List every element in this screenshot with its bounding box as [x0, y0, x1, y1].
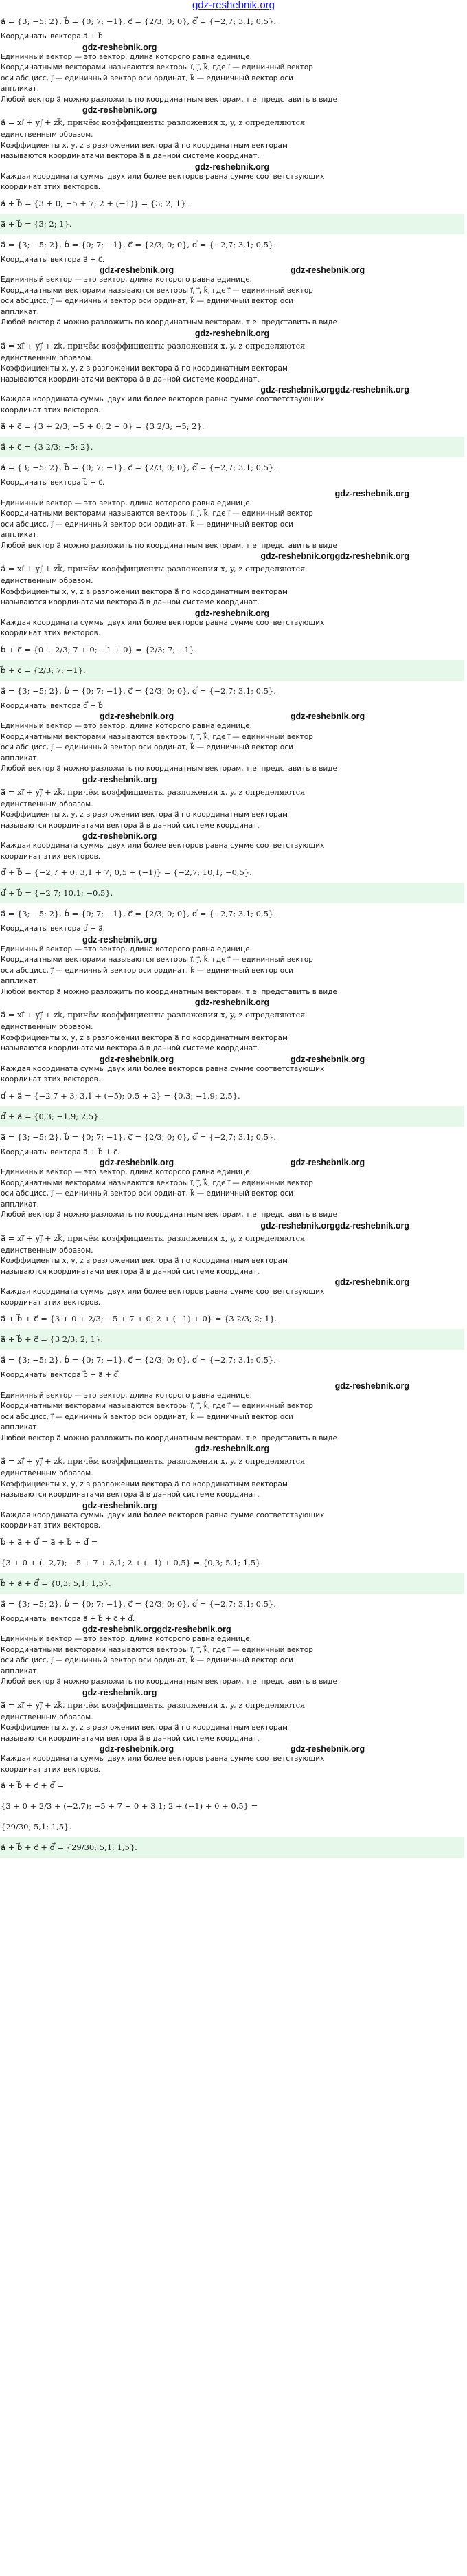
theory-decomp-1: Любой вектор a⃗ можно разложить по координатным векторам, т.е. представить в виде [1, 541, 337, 550]
calculation-line: b⃗ + a⃗ + d⃗ = a⃗ + b⃗ + d⃗ = [1, 1537, 98, 1547]
calculation-line: {29/30; 5,1; 1,5}. [1, 1822, 72, 1831]
theory-coord-vectors-2: оси абсцисс, j⃗ — единичный вектор оси ординат, k⃗ — единичный вектор оси [1, 1412, 293, 1421]
watermark-text: gdz-reshebnik.org [334, 385, 409, 395]
theory-decomp-2: a⃗ = xi⃗ + yj⃗ + zk⃗, причём коэффициенты разложения x, y, z определяются [1, 786, 306, 797]
watermark-text: gdz-reshebnik.org [260, 385, 335, 395]
theory-coeffs-1: Коэффициенты x, y, z в разложении вектора a⃗ по координатным векторам [1, 1479, 288, 1488]
watermark-text: gdz-reshebnik.org [82, 774, 157, 784]
watermark-text: gdz-reshebnik.org [99, 265, 174, 275]
answer-highlight: d⃗ + a⃗ = {0,3; −1,9; 2,5}. [0, 1106, 464, 1127]
theory-coeffs-1: Коэффициенты x, y, z в разложении вектора a⃗ по координатным векторам [1, 811, 288, 819]
watermark-text: gdz-reshebnik.org [194, 162, 270, 172]
watermark-text: gdz-reshebnik.org [290, 712, 365, 721]
theory-unit-vector: Единичный вектор — это вектор, длина которого равна единице. [1, 52, 253, 61]
answer-highlight: a⃗ + b⃗ = {3; 2; 1}. [0, 214, 464, 234]
theory-sum-rule-1: Каждая координата суммы двух или более векторов равна сумме соответствующих [1, 1064, 325, 1073]
theory-sum-rule-1: Каждая координата суммы двух или более векторов равна сумме соответствующих [1, 618, 325, 627]
solution-block [0, 1350, 464, 1594]
theory-coeffs-2: называются координатами вектора a⃗ в данной системе координат. [1, 1044, 260, 1053]
watermark-text: gdz-reshebnik.org [290, 1158, 365, 1167]
calculation-line: {3 + 0 + (−2,7); −5 + 7 + 3,1; 2 + (−1) + 0,5} = {0,3; 5,1; 1,5}. [1, 1557, 264, 1567]
watermark-text: gdz-reshebnik.org [82, 42, 157, 52]
watermark-text: gdz-reshebnik.org [82, 934, 157, 945]
theory-unit-vector: Единичный вектор — это вектор, длина которого равна единице. [1, 1635, 253, 1643]
theory-sum-rule-2: координат этих векторов. [1, 1521, 101, 1530]
theory-coord-vectors-3: аппликат. [1, 1666, 39, 1675]
theory-decomp-2: a⃗ = xi⃗ + yj⃗ + zk⃗, причём коэффициенты разложения x, y, z определяются [1, 340, 306, 351]
theory-sum-rule-2: координат этих векторов. [1, 852, 101, 861]
theory-decomp-2: a⃗ = xi⃗ + yj⃗ + zk⃗, причём коэффициенты разложения x, y, z определяются [1, 1010, 306, 1020]
theory-unit-vector: Единичный вектор — это вектор, длина которого равна единице. [1, 1168, 253, 1176]
answer-highlight: d⃗ + b⃗ = {−2,7; 10,1; −0,5}. [0, 883, 464, 903]
watermark-row [0, 1688, 464, 1697]
theory-decomp-3: единственным образом. [1, 577, 93, 585]
theory-coord-vectors-1: Координатными векторами называются векторы i⃗, j⃗, k⃗, где i⃗ — единичный вектор [1, 1178, 313, 1187]
given-vectors: a⃗ = {3; −5; 2}, b⃗ = {0; 7; −1}, c⃗ = {2/3; 0; 0}, d⃗ = {−2,7; 3,1; 0,5}. [1, 1355, 276, 1365]
watermark-row [0, 712, 464, 721]
theory-coeffs-1: Коэффициенты x, y, z в разложении вектора a⃗ по координатным векторам [1, 1724, 288, 1732]
theory-coord-vectors-3: аппликат. [1, 1423, 39, 1431]
theory-coord-vectors-1: Координатными векторами называются векторы i⃗, j⃗, k⃗, где i⃗ — единичный вектор [1, 509, 313, 518]
watermark-row [0, 1381, 464, 1391]
watermark-row [0, 998, 464, 1007]
theory-sum-rule-1: Каждая координата суммы двух или более векторов равна сумме соответствующих [1, 1288, 325, 1296]
theory-coeffs-1: Коэффициенты x, y, z в разложении вектора a⃗ по координатным векторам [1, 364, 288, 373]
theory-unit-vector: Единичный вектор — это вектор, длина которого равна единице. [1, 1391, 253, 1400]
watermark-row [0, 831, 464, 841]
watermark-text: gdz-reshebnik.org [334, 1220, 409, 1231]
theory-decomp-1: Любой вектор a⃗ можно разложить по координатным векторам, т.е. представить в виде [1, 1211, 337, 1219]
theory-decomp-3: единственным образом. [1, 1713, 93, 1721]
watermark-row [0, 1221, 464, 1231]
given-vectors: a⃗ = {3; −5; 2}, b⃗ = {0; 7; −1}, c⃗ = {2/3; 0; 0}, d⃗ = {−2,7; 3,1; 0,5}. [1, 909, 276, 918]
watermark-row [0, 1744, 464, 1754]
theory-coord-vectors-2: оси абсцисс, j⃗ — единичный вектор оси ординат, k⃗ — единичный вектор оси [1, 743, 293, 751]
theory-decomp-3: единственным образом. [1, 1023, 93, 1031]
solution-block [0, 903, 464, 1127]
theory-decomp-1: Любой вектор a⃗ можно разложить по координатным векторам, т.е. представить в виде [1, 318, 337, 327]
watermark-text: gdz-reshebnik.org [82, 1625, 157, 1634]
answer-highlight: a⃗ + b⃗ + c⃗ = {3 2/3; 2; 1}. [0, 1329, 464, 1350]
theory-unit-vector: Единичный вектор — это вектор, длина которого равна единице. [1, 722, 253, 730]
watermark-text: gdz-reshebnik.org [194, 1444, 270, 1453]
theory-coeffs-1: Коэффициенты x, y, z в разложении вектора a⃗ по координатным векторам [1, 141, 288, 150]
theory-coord-vectors-2: оси абсцисс, j⃗ — единичный вектор оси ординат, k⃗ — единичный вектор оси [1, 297, 293, 305]
theory-coord-vectors-3: аппликат. [1, 753, 39, 762]
theory-coord-vectors-1: Координатными векторами называются векторы i⃗, j⃗, k⃗, где i⃗ — единичный вектор [1, 1645, 313, 1654]
watermark-row [0, 935, 464, 945]
answer-highlight: a⃗ + c⃗ = {3 2/3; −5; 2}. [0, 437, 464, 457]
theory-sum-rule-2: координат этих векторов. [1, 1765, 101, 1774]
watermark-text: gdz-reshebnik.org [99, 712, 174, 721]
given-vectors: a⃗ = {3; −5; 2}, b⃗ = {0; 7; −1}, c⃗ = {2/3; 0; 0}, d⃗ = {−2,7; 3,1; 0,5}. [1, 239, 276, 250]
theory-decomp-3: единственным образом. [1, 131, 93, 139]
theory-sum-rule-2: координат этих векторов. [1, 629, 101, 637]
theory-coord-vectors-3: аппликат. [1, 531, 39, 539]
watermark-text: gdz-reshebnik.org [82, 831, 157, 841]
theory-coord-vectors-3: аппликат. [1, 307, 39, 316]
watermark-text: gdz-reshebnik.org [99, 1054, 174, 1064]
watermark-row [0, 1501, 464, 1510]
calculation-line: a⃗ + b⃗ + c⃗ = {3 + 0 + 2/3; −5 + 7 + 0; 2 + (−1) + 0} = {3 2/3; 2; 1}. [1, 1314, 277, 1323]
answer-highlight: a⃗ + b⃗ + c⃗ + d⃗ = {29/30; 5,1; 1,5}. [0, 1837, 464, 1858]
theory-coord-vectors-1: Координатными векторами называются векторы i⃗, j⃗, k⃗, где i⃗ — единичный вектор [1, 956, 313, 964]
watermark-row [0, 385, 464, 395]
theory-coeffs-2: называются координатами вектора a⃗ в данной системе координат. [1, 1734, 260, 1743]
watermark-text: gdz-reshebnik.org [290, 1054, 365, 1064]
watermark-text: gdz-reshebnik.org [334, 551, 409, 561]
watermark-text: gdz-reshebnik.org [194, 998, 270, 1007]
theory-coord-vectors-2: оси абсцисс, j⃗ — единичный вектор оси ординат, k⃗ — единичный вектор оси [1, 966, 293, 975]
watermark-row [0, 43, 464, 52]
theory-coord-vectors-2: оси абсцисс, j⃗ — единичный вектор оси ординат, k⃗ — единичный вектор оси [1, 74, 293, 82]
section-title: Координаты вектора a⃗ + b⃗ + c⃗ + d⃗. [1, 1614, 135, 1623]
watermark-text: gdz-reshebnik.org [82, 105, 157, 115]
watermark-row [0, 608, 464, 618]
watermark-text: gdz-reshebnik.org [194, 328, 270, 338]
watermark-row [0, 1625, 464, 1634]
theory-sum-rule-1: Каждая координата суммы двух или более векторов равна сумме соответствующих [1, 1754, 325, 1763]
theory-decomp-2: a⃗ = xi⃗ + yj⃗ + zk⃗, причём коэффициенты разложения x, y, z определяются [1, 118, 306, 127]
given-vectors: a⃗ = {3; −5; 2}, b⃗ = {0; 7; −1}, c⃗ = {2/3; 0; 0}, d⃗ = {−2,7; 3,1; 0,5}. [1, 1598, 276, 1609]
watermark-row [0, 162, 464, 172]
watermark-text: gdz-reshebnik.org [290, 265, 365, 275]
solution-block [0, 1594, 464, 1858]
watermark-text: gdz-reshebnik.org [334, 1380, 409, 1391]
theory-sum-rule-2: координат этих векторов. [1, 1075, 101, 1083]
calculation-line: b⃗ + c⃗ = {0 + 2/3; 7 + 0; −1 + 0} = {2/3; 7; −1}. [1, 644, 197, 654]
watermark-text: gdz-reshebnik.org [99, 1744, 174, 1754]
solution-block [0, 1127, 464, 1350]
theory-coeffs-1: Коэффициенты x, y, z в разложении вектора a⃗ по координатным векторам [1, 1033, 288, 1042]
theory-sum-rule-1: Каждая координата суммы двух или более векторов равна сумме соответствующих [1, 395, 325, 404]
given-vectors: a⃗ = {3; −5; 2}, b⃗ = {0; 7; −1}, c⃗ = {2/3; 0; 0}, d⃗ = {−2,7; 3,1; 0,5}. [1, 16, 276, 26]
given-vectors: a⃗ = {3; −5; 2}, b⃗ = {0; 7; −1}, c⃗ = {2/3; 0; 0}, d⃗ = {−2,7; 3,1; 0,5}. [1, 1132, 276, 1142]
theory-sum-rule-1: Каждая координата суммы двух или более векторов равна сумме соответствующих [1, 1510, 325, 1519]
watermark-text: gdz-reshebnik.org [334, 1277, 409, 1287]
theory-sum-rule-2: координат этих векторов. [1, 1298, 101, 1307]
watermark-row [0, 105, 464, 115]
section-title: Координаты вектора a⃗ + b⃗ + c⃗. [1, 1147, 120, 1156]
theory-coeffs-1: Коэффициенты x, y, z в разложении вектора a⃗ по координатным векторам [1, 1257, 288, 1265]
section-title: Координаты вектора a⃗ + c⃗. [1, 255, 105, 264]
theory-coord-vectors-2: оси абсцисс, j⃗ — единичный вектор оси ординат, k⃗ — единичный вектор оси [1, 520, 293, 529]
watermark-row [0, 1055, 464, 1064]
theory-decomp-1: Любой вектор a⃗ можно разложить по координатным векторам, т.е. представить в виде [1, 1677, 337, 1686]
theory-coord-vectors-3: аппликат. [1, 977, 39, 985]
theory-sum-rule-1: Каждая координата суммы двух или более векторов равна сумме соответствующих [1, 172, 325, 181]
solution-block [0, 234, 464, 458]
theory-decomp-2: a⃗ = xi⃗ + yj⃗ + zk⃗, причём коэффициенты разложения x, y, z определяются [1, 1699, 306, 1710]
watermark-row [0, 1158, 464, 1167]
section-title: Координаты вектора d⃗ + b⃗. [1, 701, 106, 710]
watermark-row [0, 1277, 464, 1287]
theory-coord-vectors-3: аппликат. [1, 1200, 39, 1209]
theory-coeffs-1: Коэффициенты x, y, z в разложении вектора a⃗ по координатным векторам [1, 587, 288, 596]
watermark-text: gdz-reshebnik.org [194, 608, 270, 618]
theory-coeffs-2: называются координатами вектора a⃗ в данной системе координат. [1, 821, 260, 830]
theory-coord-vectors-1: Координатными векторами называются векторы i⃗, j⃗, k⃗, где i⃗ — единичный вектор [1, 1402, 313, 1410]
theory-coeffs-2: называются координатами вектора a⃗ в данной системе координат. [1, 1490, 260, 1499]
theory-coeffs-2: называются координатами вектора a⃗ в данной системе координат. [1, 375, 260, 384]
watermark-row [0, 265, 464, 275]
answer-highlight: b⃗ + c⃗ = {2/3; 7; −1}. [0, 660, 464, 681]
theory-coeffs-2: называются координатами вектора a⃗ в данной системе координат. [1, 152, 260, 160]
section-title: Координаты вектора b⃗ + c⃗. [1, 478, 105, 487]
theory-coeffs-2: называются координатами вектора a⃗ в данной системе координат. [1, 598, 260, 606]
theory-sum-rule-2: координат этих векторов. [1, 183, 101, 191]
watermark-text: gdz-reshebnik.org [99, 1158, 174, 1167]
theory-decomp-1: Любой вектор a⃗ можно разложить по координатным векторам, т.е. представить в виде [1, 764, 337, 773]
watermark-text: gdz-reshebnik.org [260, 1220, 335, 1231]
solution-block [0, 11, 464, 234]
theory-decomp-2: a⃗ = xi⃗ + yj⃗ + zk⃗, причём коэффициенты разложения x, y, z определяются [1, 1233, 306, 1243]
solution-block [0, 457, 464, 681]
section-title: Координаты вектора d⃗ + a⃗. [1, 925, 105, 933]
watermark-text: gdz-reshebnik.org [260, 551, 335, 561]
theory-unit-vector: Единичный вектор — это вектор, длина которого равна единице. [1, 276, 253, 284]
given-vectors: a⃗ = {3; −5; 2}, b⃗ = {0; 7; −1}, c⃗ = {2/3; 0; 0}, d⃗ = {−2,7; 3,1; 0,5}. [1, 685, 276, 696]
calculation-line: {3 + 0 + 2/3 + (−2,7); −5 + 7 + 0 + 3,1; 2 + (−1) + 0 + 0,5} = [1, 1801, 258, 1811]
watermark-row [0, 489, 464, 498]
solution-document [0, 11, 467, 1858]
theory-decomp-1: Любой вектор a⃗ можно разложить по координатным векторам, т.е. представить в виде [1, 987, 337, 996]
site-watermark-top[interactable]: gdz-reshebnik.org [192, 0, 275, 11]
theory-coord-vectors-2: оси абсцисс, j⃗ — единичный вектор оси ординат, k⃗ — единичный вектор оси [1, 1656, 293, 1664]
calculation-line: a⃗ + b⃗ + c⃗ + d⃗ = [1, 1781, 65, 1790]
theory-unit-vector: Единичный вектор — это вектор, длина которого равна единице. [1, 945, 253, 954]
theory-decomp-3: единственным образом. [1, 1469, 93, 1477]
answer-highlight: b⃗ + a⃗ + d⃗ = {0,3; 5,1; 1,5}. [0, 1573, 464, 1594]
theory-decomp-3: единственным образом. [1, 800, 93, 808]
watermark-text: gdz-reshebnik.org [334, 488, 409, 498]
section-title: Координаты вектора a⃗ + b⃗. [1, 32, 105, 41]
theory-coord-vectors-3: аппликат. [1, 85, 39, 93]
theory-unit-vector: Единичный вектор — это вектор, длина которого равна единице. [1, 498, 253, 507]
theory-decomp-2: a⃗ = xi⃗ + yj⃗ + zk⃗, причём коэффициенты разложения x, y, z определяются [1, 564, 306, 573]
theory-decomp-1: Любой вектор a⃗ можно разложить по координатным векторам, т.е. представить в виде [1, 1433, 337, 1442]
theory-coord-vectors-1: Координатными векторами называются векторы i⃗, j⃗, k⃗, где i⃗ — единичный вектор [1, 63, 313, 71]
watermark-row [0, 775, 464, 784]
theory-decomp-1: Любой вектор a⃗ можно разложить по координатным векторам, т.е. представить в виде [1, 95, 337, 104]
calculation-line: d⃗ + b⃗ = {−2,7 + 0; 3,1 + 7; 0,5 + (−1)} = {−2,7; 10,1; −0,5}. [1, 868, 252, 877]
theory-sum-rule-1: Каждая координата суммы двух или более векторов равна сумме соответствующих [1, 841, 325, 850]
watermark-text: gdz-reshebnik.org [290, 1744, 365, 1754]
theory-coeffs-2: называются координатами вектора a⃗ в данной системе координат. [1, 1267, 260, 1276]
theory-sum-rule-2: координат этих векторов. [1, 406, 101, 415]
theory-coord-vectors-1: Координатными векторами называются векторы i⃗, j⃗, k⃗, где i⃗ — единичный вектор [1, 286, 313, 295]
theory-coord-vectors-1: Координатными векторами называются векторы i⃗, j⃗, k⃗, где i⃗ — единичный вектор [1, 732, 313, 741]
theory-decomp-3: единственным образом. [1, 353, 93, 362]
theory-decomp-3: единственным образом. [1, 1246, 93, 1255]
watermark-text: gdz-reshebnik.org [157, 1625, 231, 1634]
theory-coord-vectors-2: оси абсцисс, j⃗ — единичный вектор оси ординат, k⃗ — единичный вектор оси [1, 1189, 293, 1198]
watermark-text: gdz-reshebnik.org [82, 1687, 157, 1697]
section-title: Координаты вектора b⃗ + a⃗ + d⃗. [1, 1371, 121, 1379]
calculation-line: a⃗ + b⃗ = {3 + 0; −5 + 7; 2 + (−1)} = {3; 2; 1}. [1, 198, 189, 208]
solution-block [0, 681, 464, 904]
watermark-row [0, 1444, 464, 1453]
watermark-row [0, 551, 464, 561]
watermark-text: gdz-reshebnik.org [82, 1500, 157, 1510]
watermark-row [0, 329, 464, 338]
given-vectors: a⃗ = {3; −5; 2}, b⃗ = {0; 7; −1}, c⃗ = {2/3; 0; 0}, d⃗ = {−2,7; 3,1; 0,5}. [1, 463, 276, 472]
theory-decomp-2: a⃗ = xi⃗ + yj⃗ + zk⃗, причём коэффициенты разложения x, y, z определяются [1, 1456, 306, 1466]
calculation-line: a⃗ + c⃗ = {3 + 2/3; −5 + 0; 2 + 0} = {3 2/3; −5; 2}. [1, 421, 205, 431]
calculation-line: d⃗ + a⃗ = {−2,7 + 3; 3,1 + (−5); 0,5 + 2} = {0,3; −1,9; 2,5}. [1, 1090, 240, 1101]
